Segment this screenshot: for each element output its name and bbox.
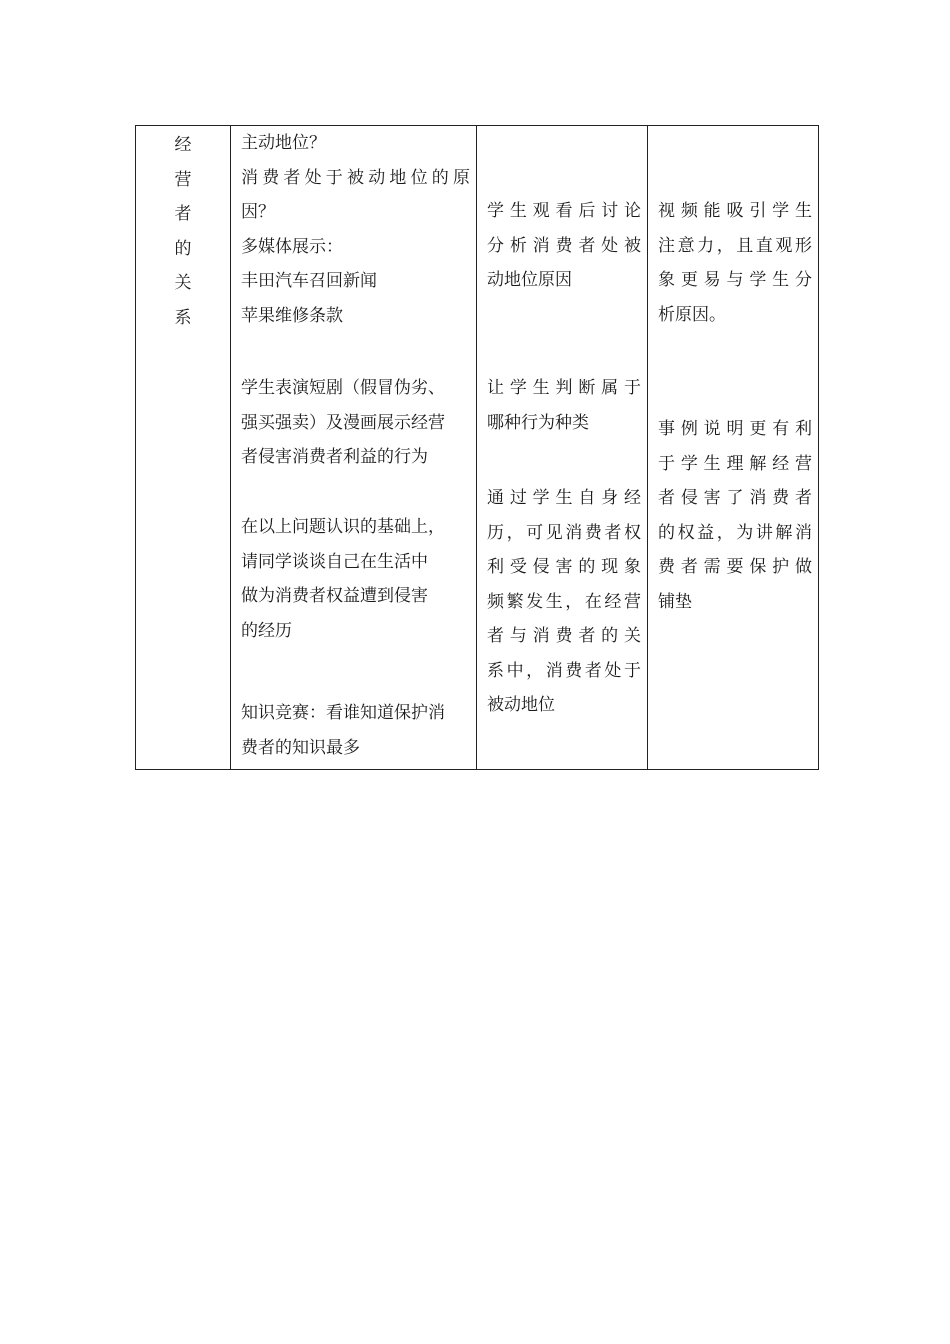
student-block-watch	[487, 194, 641, 298]
text-line: 多媒体展示：	[241, 236, 343, 257]
text-line: 视频能吸引学生	[658, 201, 812, 221]
text-line: 消费者处于被动地位的原	[241, 167, 470, 188]
text-line: 于学生理解经营	[658, 453, 812, 474]
teacher-block-skit	[241, 371, 470, 475]
intent-block-examples	[658, 412, 812, 619]
intent-block-video	[658, 194, 812, 332]
text-line: 铺垫	[658, 591, 692, 612]
student-block-experience	[487, 481, 641, 723]
text-line: 被动地位	[487, 695, 555, 715]
text-line: 系中，消费者处于	[487, 660, 641, 681]
lesson-plan-table	[135, 125, 819, 770]
text-line: 强买强卖）及漫画展示经营	[241, 412, 445, 433]
text-line: 苹果维修条款	[241, 305, 343, 326]
text-line: 的经历	[241, 620, 292, 641]
text-line: 做为消费者权益遭到侵害	[241, 586, 428, 606]
text-line: 频繁发生，在经营	[487, 591, 641, 612]
text-line: 哪种行为种类	[487, 412, 589, 433]
text-line: 费者的知识最多	[241, 737, 360, 758]
topic-char: 系	[174, 307, 192, 328]
text-line: 利受侵害的现象	[487, 557, 641, 577]
student-activity-cell	[477, 126, 648, 770]
student-block-judge	[487, 371, 641, 440]
text-line: 象更易与学生分	[658, 270, 812, 290]
text-line: 者与消费者的关	[487, 626, 641, 646]
text-line: 学生观看后讨论	[487, 201, 641, 221]
text-line: 让学生判断属于	[487, 378, 641, 398]
topic-vertical-text	[136, 126, 230, 335]
topic-char: 关	[174, 273, 192, 293]
text-line: 因？	[241, 202, 275, 222]
teacher-activity-cell	[231, 126, 477, 770]
text-line: 注意力，且直观形	[658, 235, 812, 256]
text-line: 的权益，为讲解消	[658, 522, 812, 543]
teacher-block-discussion	[241, 510, 470, 648]
text-line: 通过学生自身经	[487, 488, 641, 508]
text-line: 学生表演短剧（假冒伪劣、	[241, 378, 445, 398]
text-line: 者侵害消费者利益的行为	[241, 447, 428, 467]
topic-char: 经	[174, 135, 192, 155]
text-line: 分析消费者处被	[487, 235, 641, 256]
text-line: 丰田汽车召回新闻	[241, 271, 377, 291]
design-intent-cell	[648, 126, 819, 770]
text-line: 在以上问题认识的基础上，	[241, 517, 445, 537]
text-line: 者侵害了消费者	[658, 488, 812, 508]
topic-char: 者	[174, 204, 192, 224]
teacher-block-quiz	[241, 696, 470, 765]
table-row	[136, 126, 819, 770]
topic-cell	[136, 126, 231, 770]
text-line: 历，可见消费者权	[487, 522, 641, 543]
text-line: 事例说明更有利	[658, 419, 812, 439]
text-line: 费者需要保护做	[658, 557, 812, 577]
text-line: 主动地位？	[241, 133, 326, 153]
topic-char: 的	[174, 238, 192, 259]
teacher-block-questions	[241, 126, 470, 333]
text-line: 动地位原因	[487, 270, 572, 290]
text-line: 知识竞赛：看谁知道保护消	[241, 703, 445, 723]
topic-char: 营	[174, 169, 192, 190]
text-line: 析原因。	[658, 304, 726, 325]
text-line: 请同学谈谈自己在生活中	[241, 551, 428, 572]
